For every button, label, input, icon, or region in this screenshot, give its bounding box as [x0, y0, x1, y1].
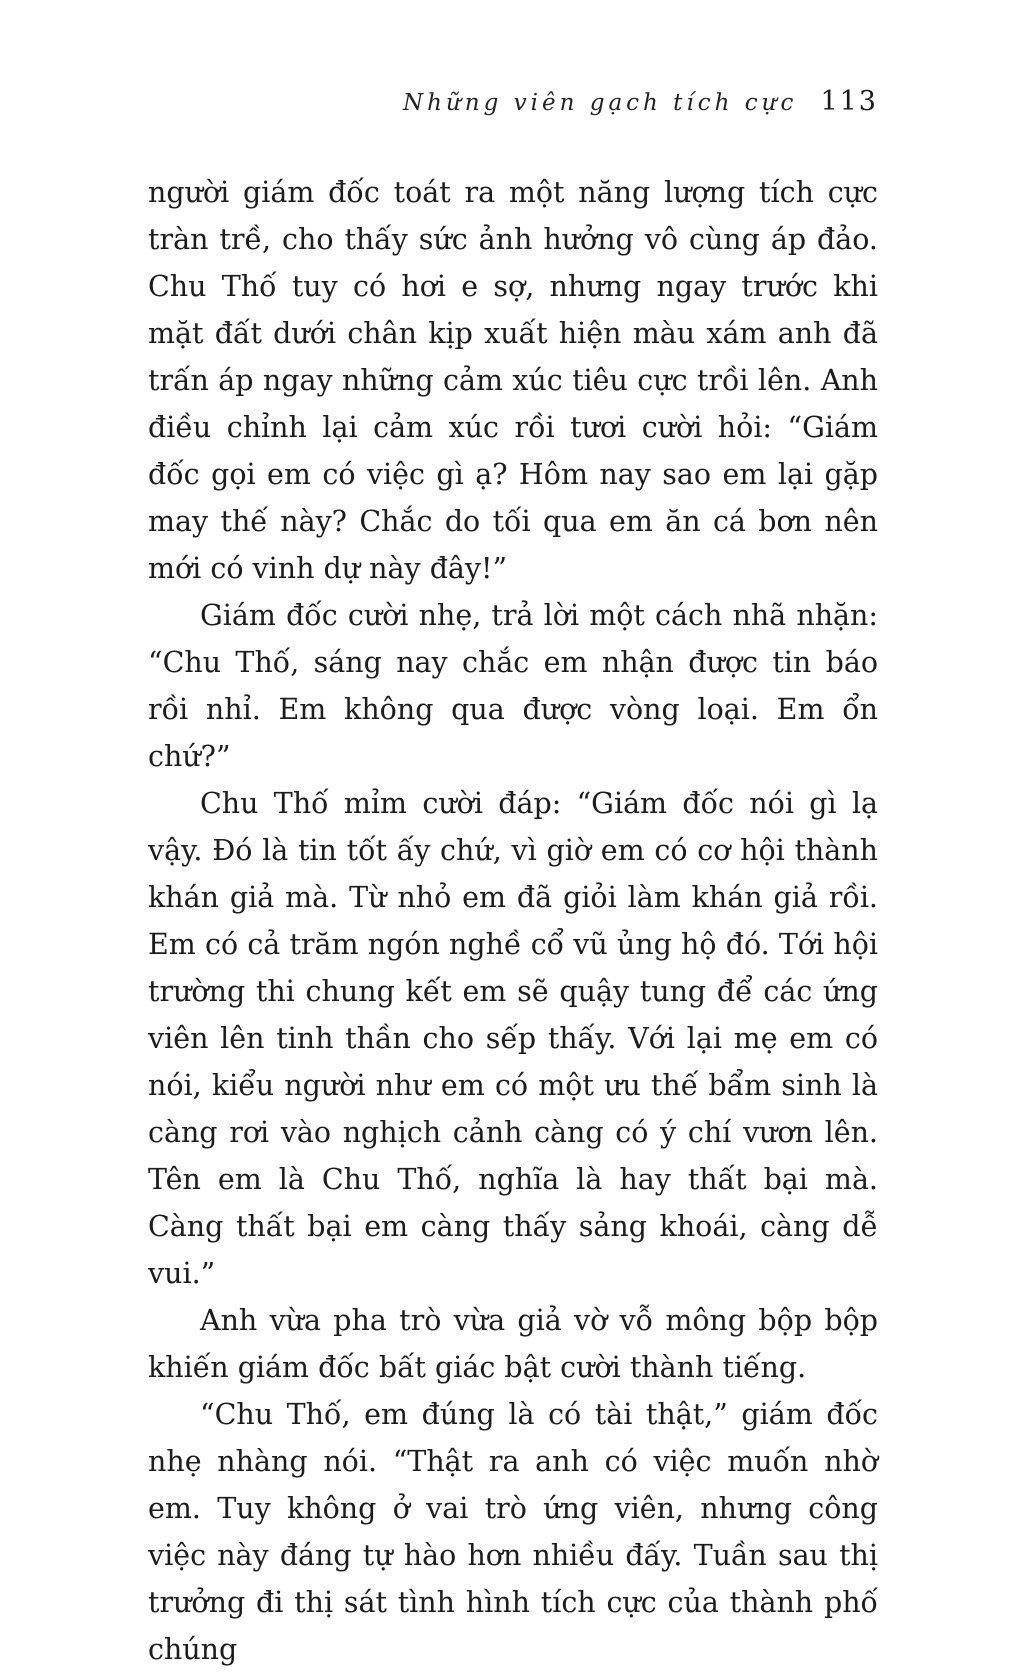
page-body — [148, 169, 878, 1673]
page-number: 113 — [820, 86, 878, 117]
body-paragraph: Anh vừa pha trò vừa giả vờ vỗ mông bộp bộp khiến giám đốc bất giác bật cười thành tiếng. — [148, 1304, 878, 1384]
body-paragraph: “Chu Thố, em đúng là có tài thật,” giám đốc nhẹ nhàng nói. “Thật ra anh có việc muốn nhờ em. Tuy không ở vai trò ứng viên, nhưng công việc này đáng tự hào hơn nhiều đấy. Tuần sau thị trưởng đi thị sát tình hình tích cực của thành phố chúng — [148, 1398, 878, 1666]
body-paragraph: Chu Thố mỉm cười đáp: “Giám đốc nói gì lạ vậy. Đó là tin tốt ấy chứ, vì giờ em có cơ hội thành khán giả mà. Từ nhỏ em đã giỏi làm khán giả rồi. Em có cả trăm ngón nghề cổ vũ ủng hộ đó. Tới hội trường thi chung kết em sẽ quậy tung để các ứng viên lên tinh thần cho sếp thấy. Với lại mẹ em có nói, kiểu người như em có một ưu thế bẩm sinh là càng rơi vào nghịch cảnh càng có ý chí vươn lên. Tên em là Chu Thố, nghĩa là hay thất bại mà. Càng thất bại em càng thấy sảng khoái, càng dễ vui.” — [148, 787, 878, 1290]
body-paragraph: người giám đốc toát ra một năng lượng tích cực tràn trề, cho thấy sức ảnh hưởng vô cùng áp đảo. Chu Thố tuy có hơi e sợ, nhưng ngay trước khi mặt đất dưới chân kịp xuất hiện màu xám anh đã trấn áp ngay những cảm xúc tiêu cực trồi lên. Anh điều chỉnh lại cảm xúc rồi tươi cười hỏi: “Giám đốc gọi em có việc gì ạ? Hôm nay sao em lại gặp may thế này? Chắc do tối qua em ăn cá bơn nên mới có vinh dự này đây!” — [148, 176, 878, 585]
body-paragraph: Giám đốc cười nhẹ, trả lời một cách nhã nhặn: “Chu Thố, sáng nay chắc em nhận được tin báo rồi nhỉ. Em không qua được vòng loại. Em ổn chứ?” — [148, 599, 878, 773]
running-header — [148, 86, 878, 117]
running-header-title: Những viên gạch tích cực — [403, 90, 798, 116]
